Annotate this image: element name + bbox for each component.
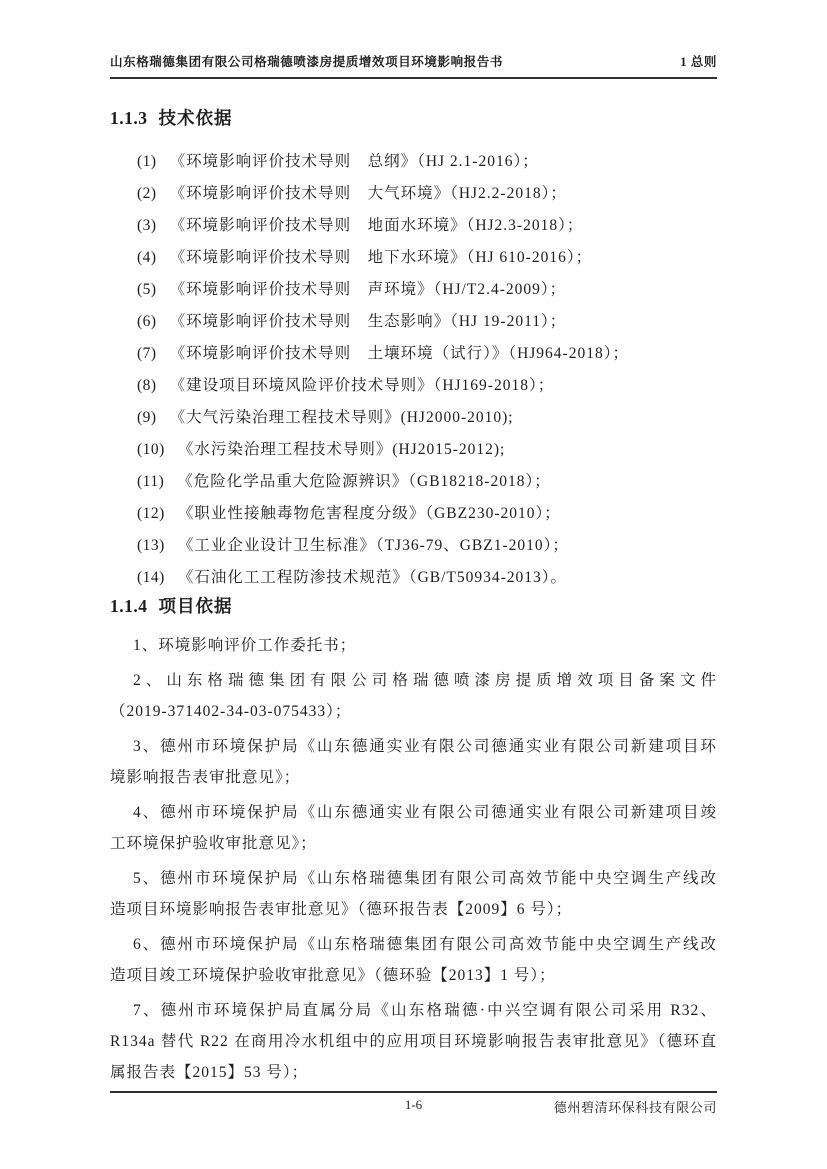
item-text: 《建设项目环境风险评价技术导则》（HJ169-2018）； (169, 377, 555, 394)
list-item (110, 562, 717, 594)
paragraph (110, 630, 717, 661)
item-number: (6) (137, 313, 157, 330)
paragraph-line: 3、德州市环境保护局《山东德通实业有限公司德通实业有限公司新建项目环 (133, 738, 717, 755)
item-text: 《环境影响评价技术导则 生态影响》（HJ 19-2011）； (169, 313, 567, 330)
item-text: 《环境影响评价技术导则 声环境》（HJ/T2.4-2009）； (169, 281, 567, 298)
section-heading-technical-basis (110, 106, 717, 130)
paragraph-line: 5、德州市环境保护局《山东格瑞德集团有限公司高效节能中央空调生产线改 (133, 870, 717, 887)
paragraph-line: R134a 替代 R22 在商用冷水机组中的应用项目环境影响报告表审批意见》（德环直 (110, 1033, 717, 1050)
item-text: 《石油化工工程防渗技术规范》（GB/T50934-2013）。 (177, 569, 568, 586)
page-footer (110, 1091, 717, 1116)
paragraph-line: 4、德州市环境保护局《山东德通实业有限公司德通实业有限公司新建项目竣 (133, 804, 717, 821)
item-number: (10) (137, 441, 165, 458)
item-number: (5) (137, 281, 157, 298)
list-item (110, 210, 717, 242)
item-text: 《职业性接触毒物危害程度分级》（GBZ230-2010）； (177, 505, 561, 522)
item-number: (9) (137, 409, 157, 426)
list-item (110, 370, 717, 402)
item-number: (13) (137, 537, 165, 554)
item-text: 《环境影响评价技术导则 大气环境》（HJ2.2-2018）； (169, 185, 567, 202)
list-item (110, 338, 717, 370)
paragraph-line: 境影响报告表审批意见》； (110, 769, 301, 786)
page-header (110, 52, 717, 79)
paragraph (110, 863, 717, 925)
list-item (110, 146, 717, 178)
page-number: 1-6 (404, 1097, 423, 1112)
section-number: 1.1.4 (110, 596, 148, 616)
section-title: 技术依据 (158, 108, 233, 128)
paragraph-line: 1、环境影响评价工作委托书； (133, 637, 357, 654)
list-item (110, 402, 717, 434)
item-text: 《环境影响评价技术导则 地下水环境》（HJ 610-2016）； (169, 249, 593, 266)
item-number: (7) (137, 345, 157, 362)
section-number: 1.1.3 (110, 108, 148, 128)
item-number: (2) (137, 185, 157, 202)
header-report-title: 山东格瑞德集团有限公司格瑞德喷漆房提质增效项目环境影响报告书 (110, 55, 504, 69)
list-item (110, 178, 717, 210)
item-text: 《环境影响评价技术导则 总纲》（HJ 2.1-2016）； (169, 153, 539, 170)
paragraph (110, 995, 717, 1088)
paragraph-line: 6、德州市环境保护局《山东格瑞德集团有限公司高效节能中央空调生产线改 (133, 936, 717, 953)
section-heading-project-basis (110, 594, 717, 618)
section-title: 项目依据 (158, 596, 233, 616)
paragraph-line: 7、德州市环境保护局直属分局《山东格瑞德·中兴空调有限公司采用 R32、 (133, 1002, 717, 1019)
paragraph-line: 工环境保护验收审批意见》； (110, 835, 317, 852)
item-number: (12) (137, 505, 165, 522)
item-number: (1) (137, 153, 157, 170)
paragraph (110, 929, 717, 991)
list-item (110, 498, 717, 530)
project-basis-list (110, 630, 717, 1088)
paragraph-line: 属报告表【2015】53 号）； (110, 1064, 309, 1081)
item-number: (4) (137, 249, 157, 266)
item-number: (11) (137, 473, 165, 490)
header-chapter-label: 1 总则 (680, 55, 717, 69)
item-number: (3) (137, 217, 157, 234)
list-item (110, 306, 717, 338)
paragraph-line: 造项目环境影响报告表审批意见》（德环报告表【2009】6 号）； (110, 901, 573, 918)
paragraph-line: 造项目竣工环境保护验收审批意见》（德环验【2013】1 号）； (110, 967, 556, 984)
list-item (110, 466, 717, 498)
item-text: 《水污染治理工程技术导则》(HJ2015-2012); (177, 441, 506, 458)
item-number: (8) (137, 377, 157, 394)
list-item (110, 274, 717, 306)
footer-company-name: 德州碧清环保科技有限公司 (553, 1100, 717, 1115)
item-text: 《危险化学品重大危险源辨识》（GB18218-2018）； (177, 473, 551, 490)
paragraph (110, 665, 717, 727)
list-item (110, 242, 717, 274)
item-text: 《工业企业设计卫生标准》（TJ36-79、GBZ1-2010）； (177, 537, 569, 554)
item-number: (14) (137, 569, 165, 586)
item-text: 《环境影响评价技术导则 地面水环境》（HJ2.3-2018）； (169, 217, 584, 234)
paragraph-line: 2、山东格瑞德集团有限公司格瑞德喷漆房提质增效项目备案文件 (133, 672, 717, 689)
item-text: 《大气污染治理工程技术导则》(HJ2000-2010); (169, 409, 514, 426)
list-item (110, 530, 717, 562)
technical-basis-list (110, 146, 717, 594)
item-text: 《环境影响评价技术导则 土壤环境（试行）》（HJ964-2018）； (169, 345, 629, 362)
paragraph-line: （2019-371402-34-03-075433）； (110, 703, 352, 720)
paragraph (110, 797, 717, 859)
list-item (110, 434, 717, 466)
paragraph (110, 731, 717, 793)
